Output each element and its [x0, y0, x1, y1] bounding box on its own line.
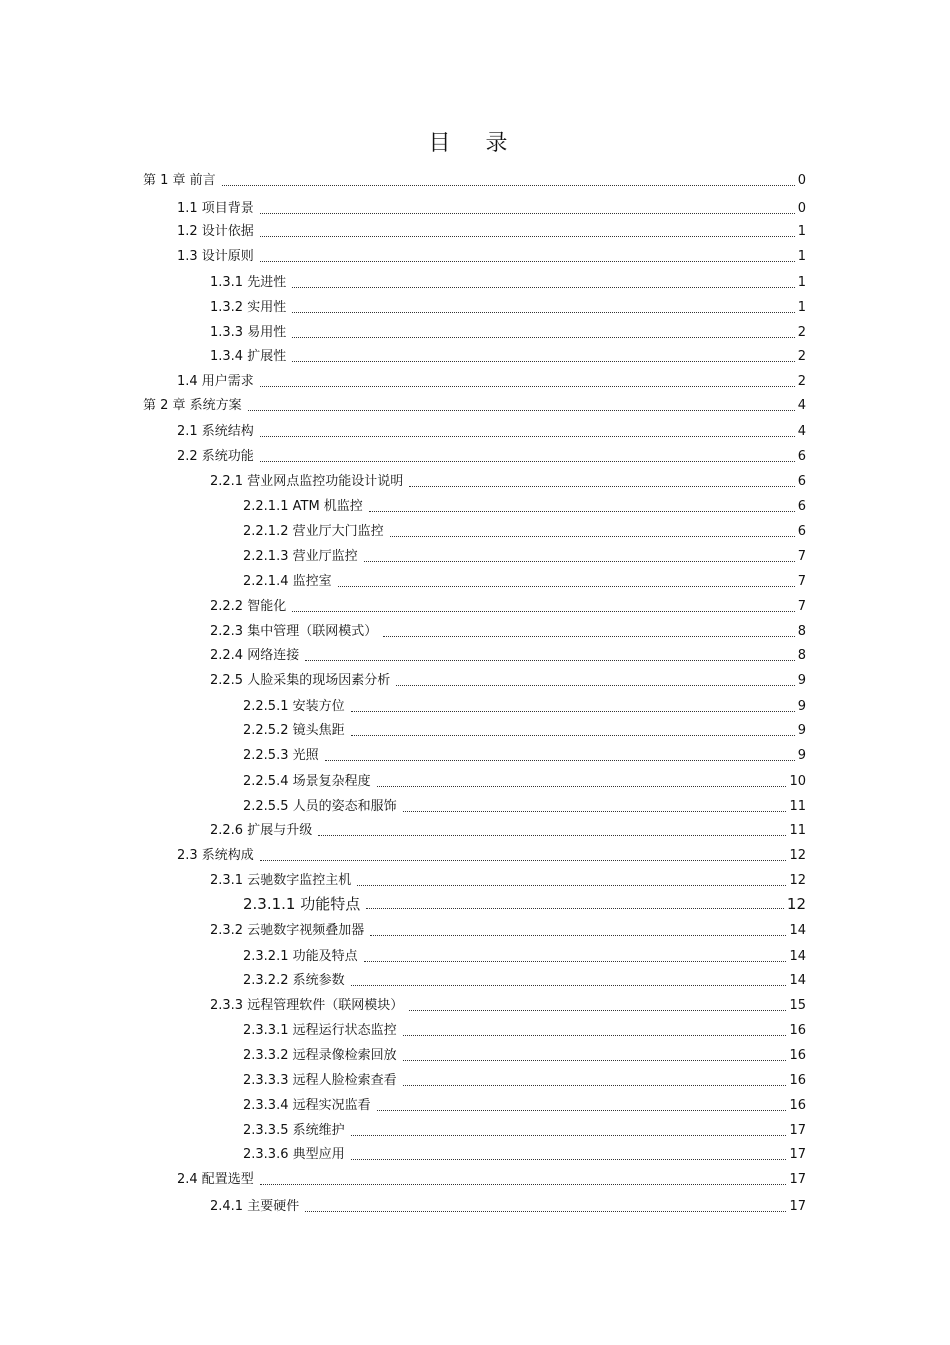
toc-leader-dots	[364, 561, 795, 562]
toc-leader-dots	[403, 1085, 787, 1086]
toc-leader-dots	[351, 985, 787, 986]
toc-page-number: 12	[789, 848, 806, 863]
toc-entry[interactable]	[243, 968, 806, 990]
toc-leader-dots	[260, 461, 795, 462]
toc-leader-dots	[305, 1211, 786, 1212]
toc-leader-dots	[409, 486, 795, 487]
toc-entry[interactable]	[177, 244, 806, 266]
toc-leader-dots	[369, 511, 795, 512]
toc-leader-dots	[260, 436, 795, 437]
toc-leader-dots	[260, 261, 795, 262]
toc-leader-dots	[260, 213, 795, 214]
toc-entry-label: 2.3 系统构成	[177, 848, 254, 863]
toc-page-number: 0	[797, 173, 806, 188]
toc-leader-dots	[351, 735, 795, 736]
toc-entry-label: 2.3.3 远程管理软件（联网模块）	[210, 998, 404, 1013]
toc-entry[interactable]	[210, 993, 806, 1015]
toc-entry-label: 2.3.1.1 功能特点	[243, 895, 361, 913]
toc-page-number: 14	[789, 949, 806, 964]
toc-entry[interactable]	[177, 843, 806, 865]
toc-entry[interactable]	[177, 219, 806, 241]
toc-page-number: 16	[789, 1023, 806, 1038]
toc-entry-label: 1.3.2 实用性	[210, 300, 287, 315]
toc-page-number: 6	[797, 474, 806, 489]
toc-entry-label: 2.2.5.3 光照	[243, 748, 319, 763]
toc-entry-label: 2.3.3.2 远程录像检索回放	[243, 1048, 397, 1063]
toc-entry-label: 2.3.2 云驰数字视频叠加器	[210, 923, 365, 938]
toc-entry[interactable]	[177, 444, 806, 466]
toc-leader-dots	[403, 811, 787, 812]
toc-leader-dots	[396, 685, 795, 686]
toc-page-number: 1	[797, 249, 806, 264]
toc-entry[interactable]	[243, 743, 806, 765]
toc-entry-label: 2.4 配置选型	[177, 1172, 254, 1187]
toc-entry-label: 1.3.4 扩展性	[210, 349, 287, 364]
toc-page-number: 2	[797, 325, 806, 340]
toc-entry-label: 2.3.3.5 系统维护	[243, 1123, 345, 1138]
toc-page-number: 6	[797, 499, 806, 514]
toc-leader-dots	[364, 961, 787, 962]
toc-entry-label: 2.2.2 智能化	[210, 599, 287, 614]
toc-entry[interactable]	[243, 1142, 806, 1164]
toc-page-number: 17	[789, 1199, 806, 1214]
toc-leader-dots	[366, 908, 784, 909]
toc-leader-dots	[248, 410, 795, 411]
toc-page-number: 12	[789, 873, 806, 888]
toc-entry[interactable]	[243, 694, 806, 716]
toc-entry[interactable]	[243, 718, 806, 740]
toc-page-number: 7	[797, 549, 806, 564]
toc-leader-dots	[383, 636, 795, 637]
toc-entry-label: 2.2.1 营业网点监控功能设计说明	[210, 474, 404, 489]
toc-entry[interactable]	[210, 643, 806, 665]
toc-entry-label: 1.1 项目背景	[177, 201, 254, 216]
toc-page-number: 1	[797, 275, 806, 290]
toc-entry-label: 第 1 章 前言	[143, 173, 216, 188]
toc-entry[interactable]	[177, 1167, 806, 1189]
toc-leader-dots	[292, 337, 795, 338]
toc-entry[interactable]	[210, 818, 806, 840]
toc-page-number: 9	[797, 748, 806, 763]
toc-page-number: 4	[797, 424, 806, 439]
toc-entry[interactable]	[243, 494, 806, 516]
toc-entry-label: 2.2.1.1 ATM 机监控	[243, 499, 363, 514]
toc-entry-label: 2.3.3.3 远程人脸检索查看	[243, 1073, 397, 1088]
toc-entry-label: 1.3.3 易用性	[210, 325, 287, 340]
toc-entry-label: 2.2.5 人脸采集的现场因素分析	[210, 673, 391, 688]
toc-entry[interactable]	[210, 270, 806, 292]
toc-entry[interactable]	[243, 794, 806, 816]
toc-page-number: 10	[789, 774, 806, 789]
toc-entry[interactable]	[243, 569, 806, 591]
toc-entry[interactable]	[243, 1068, 806, 1090]
toc-leader-dots	[338, 586, 795, 587]
toc-leader-dots	[351, 1159, 787, 1160]
toc-entry[interactable]	[243, 1093, 806, 1115]
toc-page-number: 4	[797, 398, 806, 413]
toc-entry[interactable]	[210, 918, 806, 940]
toc-entry[interactable]	[210, 295, 806, 317]
toc-entry[interactable]	[210, 594, 806, 616]
toc-entry[interactable]	[243, 1043, 806, 1065]
toc-leader-dots	[409, 1010, 786, 1011]
toc-entry[interactable]	[243, 891, 806, 913]
toc-entry[interactable]	[177, 196, 806, 218]
toc-leader-dots	[325, 760, 795, 761]
toc-entry-label: 2.2.5.2 镜头焦距	[243, 723, 345, 738]
toc-entry[interactable]	[210, 320, 806, 342]
toc-entry[interactable]	[177, 369, 806, 391]
toc-leader-dots	[390, 536, 795, 537]
toc-page-number: 1	[797, 300, 806, 315]
toc-entry[interactable]	[210, 668, 806, 690]
toc-page-number: 2	[797, 349, 806, 364]
toc-entry-label: 2.2.1.2 营业厅大门监控	[243, 524, 384, 539]
toc-entry-label: 1.3 设计原则	[177, 249, 254, 264]
toc-entry[interactable]	[243, 519, 806, 541]
toc-leader-dots	[292, 312, 795, 313]
toc-page-number: 0	[797, 201, 806, 216]
toc-entry[interactable]	[243, 1118, 806, 1140]
toc-leader-dots	[377, 1110, 787, 1111]
toc-entry-label: 第 2 章 系统方案	[143, 398, 242, 413]
toc-leader-dots	[222, 185, 795, 186]
toc-entry[interactable]	[143, 168, 806, 190]
toc-entry-label: 2.3.2.2 系统参数	[243, 973, 345, 988]
toc-entry[interactable]	[243, 544, 806, 566]
toc-leader-dots	[292, 287, 795, 288]
toc-entry[interactable]	[210, 469, 806, 491]
toc-leader-dots	[403, 1035, 787, 1036]
toc-entry[interactable]	[210, 344, 806, 366]
toc-entry-label: 2.2.5.4 场景复杂程度	[243, 774, 371, 789]
toc-leader-dots	[260, 386, 795, 387]
toc-page-number: 7	[797, 599, 806, 614]
toc-entry-label: 2.2.6 扩展与升级	[210, 823, 313, 838]
toc-page-number: 2	[797, 374, 806, 389]
toc-entry-label: 2.2.4 网络连接	[210, 648, 300, 663]
toc-entry-label: 2.3.3.4 远程实况监看	[243, 1098, 371, 1113]
toc-page-number: 6	[797, 524, 806, 539]
toc-leader-dots	[260, 236, 795, 237]
toc-page-number: 16	[789, 1073, 806, 1088]
toc-page-number: 9	[797, 723, 806, 738]
toc-entry-label: 2.2 系统功能	[177, 449, 254, 464]
toc-entry[interactable]	[243, 769, 806, 791]
toc-leader-dots	[292, 611, 795, 612]
toc-entry-label: 2.2.1.3 营业厅监控	[243, 549, 358, 564]
toc-leader-dots	[260, 1184, 787, 1185]
toc-entry-label: 2.3.3.1 远程运行状态监控	[243, 1023, 397, 1038]
toc-page-number: 14	[789, 973, 806, 988]
toc-leader-dots	[403, 1060, 787, 1061]
toc-page-number: 8	[797, 624, 806, 639]
toc-page-number: 7	[797, 574, 806, 589]
page-title: 目 录	[428, 131, 522, 156]
toc-page-number: 17	[789, 1123, 806, 1138]
toc-page-number: 6	[797, 449, 806, 464]
toc-entry-label: 2.1 系统结构	[177, 424, 254, 439]
toc-leader-dots	[370, 935, 786, 936]
toc-entry-label: 1.3.1 先进性	[210, 275, 287, 290]
toc-page-number: 1	[797, 224, 806, 239]
toc-entry-label: 2.3.1 云驰数字监控主机	[210, 873, 352, 888]
toc-page-number: 9	[797, 699, 806, 714]
toc-entry-label: 1.4 用户需求	[177, 374, 254, 389]
toc-page-number: 17	[789, 1147, 806, 1162]
toc-entry-label: 2.2.5.1 安装方位	[243, 699, 345, 714]
toc-entry-label: 2.2.5.5 人员的姿态和服饰	[243, 799, 397, 814]
toc-entry[interactable]	[243, 944, 806, 966]
toc-entry-label: 2.3.3.6 典型应用	[243, 1147, 345, 1162]
toc-page-number: 16	[789, 1048, 806, 1063]
toc-leader-dots	[377, 786, 787, 787]
toc-entry[interactable]	[243, 1018, 806, 1040]
toc-page-number: 8	[797, 648, 806, 663]
toc-page-number: 12	[786, 895, 806, 913]
toc-entry-label: 2.4.1 主要硬件	[210, 1199, 300, 1214]
toc-leader-dots	[260, 860, 787, 861]
toc-page-number: 15	[789, 998, 806, 1013]
toc-page-number: 14	[789, 923, 806, 938]
toc-leader-dots	[357, 885, 786, 886]
toc-page-number: 9	[797, 673, 806, 688]
toc-entry[interactable]	[210, 619, 806, 641]
toc-leader-dots	[351, 711, 795, 712]
toc-page-number: 17	[789, 1172, 806, 1187]
toc-leader-dots	[318, 835, 786, 836]
toc-entry[interactable]	[210, 868, 806, 890]
toc-page-number: 11	[789, 799, 806, 814]
toc-entry-label: 2.3.2.1 功能及特点	[243, 949, 358, 964]
toc-leader-dots	[292, 361, 795, 362]
toc-page-number: 11	[789, 823, 806, 838]
toc-leader-dots	[351, 1135, 787, 1136]
toc-entry[interactable]	[143, 393, 806, 415]
toc-entry-label: 2.2.1.4 监控室	[243, 574, 332, 589]
toc-entry-label: 2.2.3 集中管理（联网模式）	[210, 624, 378, 639]
toc-entry[interactable]	[177, 419, 806, 441]
toc-leader-dots	[305, 660, 795, 661]
toc-entry[interactable]	[210, 1194, 806, 1216]
toc-page-number: 16	[789, 1098, 806, 1113]
toc-entry-label: 1.2 设计依据	[177, 224, 254, 239]
